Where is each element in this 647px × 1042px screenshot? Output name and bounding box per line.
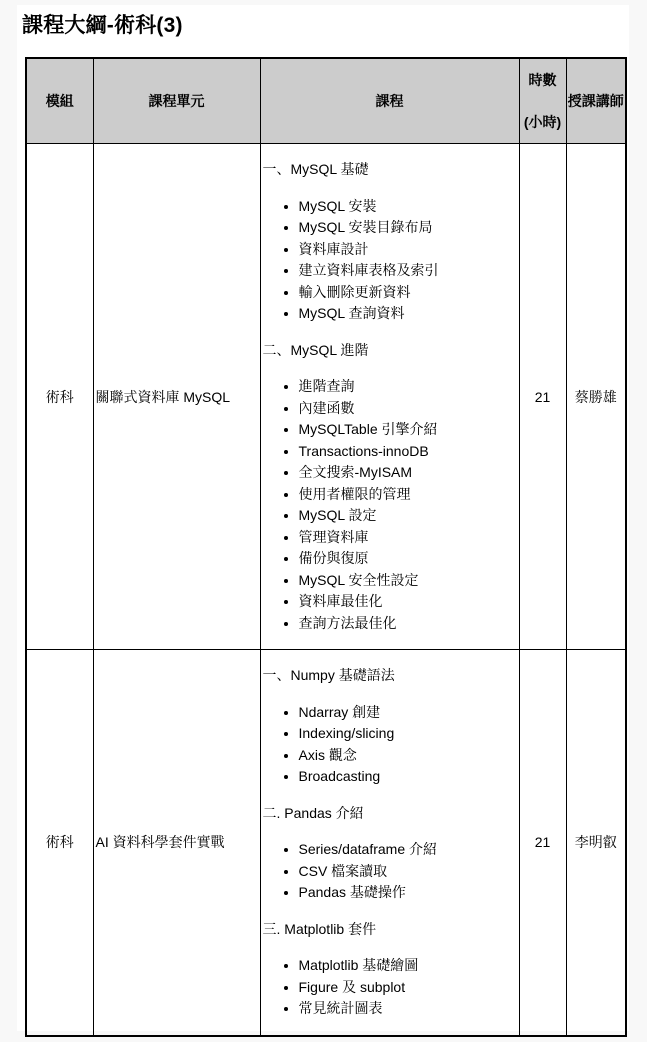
- column-header-module: 模組: [26, 58, 93, 144]
- table-header-row: [26, 58, 626, 144]
- course-topic-item: • MySQL 安裝目錄布局: [299, 217, 517, 239]
- unit-cell: 關聯式資料庫 MySQL: [93, 144, 260, 650]
- course-topic-item: • 建立資料庫表格及索引: [299, 260, 517, 282]
- course-topic-item: • Pandas 基礎操作: [299, 882, 517, 904]
- module-cell: 術科: [26, 650, 93, 1036]
- column-header-course: 課程: [260, 58, 519, 144]
- course-section-heading: 三. Matplotlib 套件: [262, 920, 377, 937]
- course-topic-item: • 備份與復原: [299, 548, 517, 570]
- instructor-cell: 蔡勝雄: [566, 144, 626, 650]
- course-topic-item: • MySQL 安全性設定: [299, 570, 517, 592]
- course-topic-item: • Matplotlib 基礎繪圖: [299, 955, 517, 977]
- course-row: [26, 650, 626, 1036]
- course-topic-item: • MySQL 設定: [299, 505, 517, 527]
- column-header-unit: 課程單元: [93, 58, 260, 144]
- page-title: 課程大綱-術科(3): [22, 14, 183, 37]
- course-topic-item: • MySQLTable 引擎介紹: [299, 419, 517, 441]
- hours-unit-label: (小時): [523, 113, 562, 130]
- course-topic-list: [263, 702, 517, 788]
- course-cell: [260, 650, 519, 1036]
- course-section-heading: 一、Numpy 基礎語法: [262, 667, 395, 683]
- course-topic-item: • Indexing/slicing: [299, 723, 517, 745]
- course-topic-item: • 常見統計圖表: [299, 998, 517, 1020]
- course-topic-item: • 查詢方法最佳化: [299, 613, 517, 635]
- hours-header-label: 時數: [528, 71, 557, 88]
- unit-cell: AI 資料科學套件實戰: [93, 650, 260, 1036]
- content-panel: [17, 5, 629, 1031]
- module-cell: 術科: [26, 144, 93, 650]
- course-topic-item: • Ndarray 創建: [299, 702, 517, 724]
- course-topic-list: [263, 376, 517, 634]
- course-topic-item: • MySQL 查詢資料: [299, 303, 517, 325]
- course-topic-list: [263, 955, 517, 1020]
- course-topic-item: • Figure 及 subplot: [299, 977, 517, 999]
- course-topic-item: • 內建函數: [299, 398, 517, 420]
- course-topic-item: • Series/dataframe 介紹: [299, 839, 517, 861]
- course-topic-item: • Transactions-innoDB: [299, 441, 517, 463]
- column-header-hours: [519, 58, 566, 144]
- course-topic-list: [263, 196, 517, 325]
- course-topic-item: • 資料庫最佳化: [299, 591, 517, 613]
- course-topic-item: • 資料庫設計: [299, 239, 517, 261]
- course-topic-item: • 全文搜索-MyISAM: [299, 462, 517, 484]
- course-row: [26, 144, 626, 650]
- course-section-heading: 二、MySQL 進階: [262, 341, 369, 358]
- course-section-heading: 一、MySQL 基礎: [262, 161, 369, 177]
- course-topic-item: • 輸入刪除更新資料: [299, 282, 517, 304]
- course-section-heading: 二. Pandas 介紹: [262, 804, 364, 821]
- course-topic-item: • CSV 檔案讀取: [299, 861, 517, 883]
- hours-cell: 21: [519, 144, 566, 650]
- column-header-instructor: 授課講師: [566, 58, 626, 144]
- course-topic-item: • 進階查詢: [299, 376, 517, 398]
- course-topic-item: • Broadcasting: [299, 766, 517, 788]
- instructor-cell: 李明叡: [566, 650, 626, 1036]
- course-cell: [260, 144, 519, 650]
- course-topic-item: • 管理資料庫: [299, 527, 517, 549]
- course-outline-table: [25, 57, 627, 1037]
- course-topic-list: [263, 839, 517, 904]
- course-topic-item: • Axis 觀念: [299, 745, 517, 767]
- course-topic-item: • MySQL 安裝: [299, 196, 517, 218]
- course-topic-item: • 使用者權限的管理: [299, 484, 517, 506]
- hours-cell: 21: [519, 650, 566, 1036]
- table-body: [26, 144, 626, 1036]
